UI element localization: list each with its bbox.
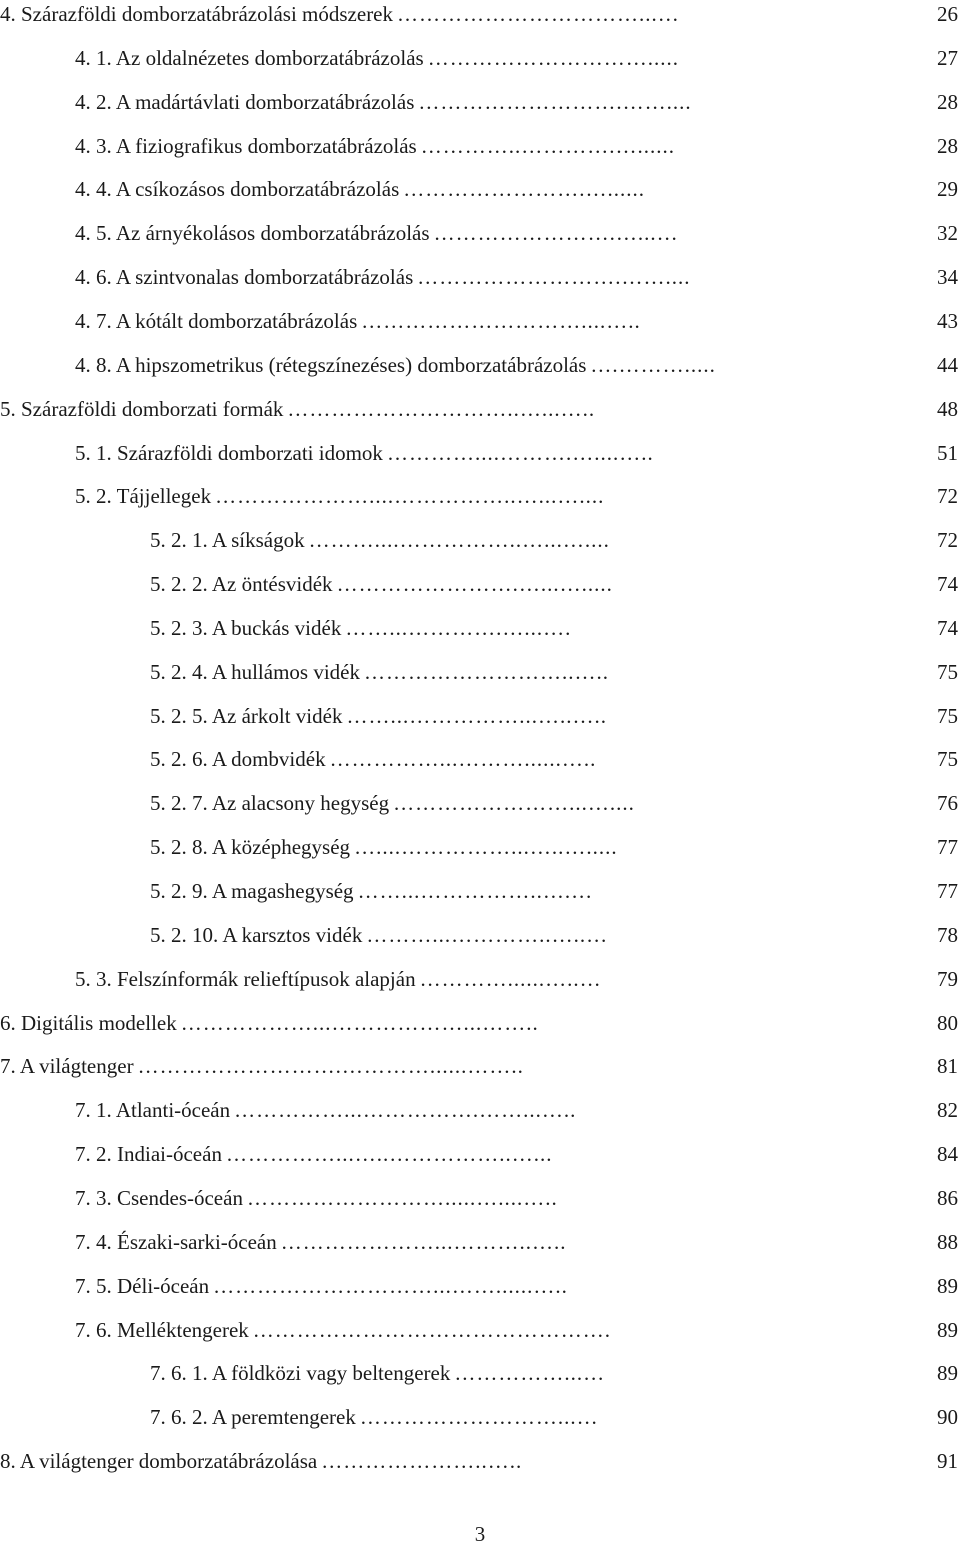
toc-entry-page: 88	[937, 1229, 958, 1254]
toc-dot-leader: …………....……….…....…..	[386, 440, 654, 465]
toc-entry-title: 4. Szárazföldi domborzatábrázolási módszerek	[0, 2, 394, 26]
toc-entry-page: 75	[937, 659, 958, 684]
toc-entry[interactable]	[75, 131, 958, 161]
toc-entry-title: 7. 5. Déli-óceán	[75, 1273, 210, 1298]
toc-entry-title: 7. 1. Atlanti-óceán	[75, 1098, 231, 1123]
toc-entry-title: 5. 2. Tájjellegek	[75, 484, 212, 509]
toc-entry-page: 48	[937, 396, 958, 421]
toc-entry-page: 74	[937, 615, 958, 640]
toc-dot-leader: ……………...…………….……...…..	[234, 1098, 577, 1123]
toc-entry-title: 5. 1. Szárazföldi domborzati idomok	[75, 440, 383, 465]
toc-entry[interactable]	[0, 394, 958, 424]
toc-entry[interactable]	[75, 1183, 958, 1213]
toc-entry-page: 91	[937, 1449, 958, 1474]
toc-dot-leader: ……………...………......…..	[329, 747, 597, 772]
toc-dot-leader: …………………….…...…	[433, 221, 679, 246]
toc-entry-title: 4. 7. A kótált domborzatábrázolás	[75, 308, 358, 333]
toc-dot-leader: …………………….…......	[403, 177, 645, 202]
toc-entry-page: 34	[937, 265, 958, 290]
toc-entry-title: 7. 4. Északi-sarki-óceán	[75, 1229, 277, 1254]
toc-entry[interactable]	[75, 174, 958, 204]
toc-entry[interactable]	[150, 832, 958, 862]
toc-entry[interactable]	[75, 262, 958, 292]
toc-entry-page: 84	[937, 1142, 958, 1167]
toc-entry-page: 29	[937, 177, 958, 202]
toc-dot-leader: ………………...………………...……..	[180, 1010, 539, 1035]
page-number: 3	[474, 1522, 486, 1546]
toc-dot-leader: …....……………...…..….....	[354, 835, 618, 860]
toc-entry[interactable]	[150, 525, 958, 555]
toc-entry-title: 4. 5. Az árnyékolásos domborzatábrázolás	[75, 221, 430, 246]
toc-dot-leader: …………………….…...….....	[336, 572, 613, 597]
toc-dot-leader: ……………………………...…	[397, 2, 680, 26]
toc-entry[interactable]	[75, 218, 958, 248]
toc-entry-title: 8. A világtenger domborzatábrázolása	[0, 1449, 318, 1474]
toc-entry-title: 6. Digitális modellek	[0, 1010, 177, 1035]
toc-entry-page: 89	[937, 1361, 958, 1386]
toc-entry-page: 26	[937, 2, 958, 26]
toc-entry[interactable]	[75, 1315, 958, 1345]
toc-entry[interactable]	[75, 43, 958, 73]
toc-entry-page: 81	[937, 1054, 958, 1079]
toc-entry[interactable]	[0, 0, 958, 29]
toc-entry-title: 7. 6. 2. A peremtengerek	[150, 1405, 356, 1430]
toc-entry[interactable]	[75, 87, 958, 117]
toc-entry-title: 4. 2. A madártávlati domborzatábrázolás	[75, 89, 415, 114]
toc-dot-leader: ……………………….……....	[417, 265, 691, 290]
toc-entry-title: 7. 2. Indiai-óceán	[75, 1142, 222, 1167]
toc-entry-page: 51	[937, 440, 958, 465]
toc-entry[interactable]	[150, 1402, 958, 1432]
toc-entry-title: 7. 6. Melléktengerek	[75, 1317, 249, 1342]
toc-entry-title: 5. 2. 5. Az árkolt vidék	[150, 703, 343, 728]
toc-entry[interactable]	[150, 701, 958, 731]
toc-entry-title: 5. Szárazföldi domborzati formák	[0, 396, 284, 421]
toc-entry[interactable]	[75, 964, 958, 994]
toc-dot-leader: ……...……………...…..…..	[346, 703, 607, 728]
toc-entry-page: 28	[937, 89, 958, 114]
toc-entry[interactable]	[75, 1095, 958, 1125]
toc-dot-leader: ……………………….……....	[418, 89, 692, 114]
toc-dot-leader: …………………………...……......…..	[213, 1273, 568, 1298]
toc-dot-leader: ………………………….....	[427, 45, 679, 70]
toc-entry-page: 77	[937, 835, 958, 860]
toc-dot-leader: ………....……………..…...…....	[308, 528, 610, 553]
toc-entry-page: 78	[937, 922, 958, 947]
toc-dot-leader: ……...………….…...….	[345, 615, 572, 640]
toc-entry-title: 5. 2. 1. A síkságok	[150, 528, 305, 553]
toc-dot-leader: ………………………..…..	[364, 659, 609, 684]
toc-dot-leader: …………………………..…...…..	[287, 396, 596, 421]
toc-entry-title: 5. 2. 10. A karsztos vidék	[150, 922, 363, 947]
toc-entry-page: 86	[937, 1185, 958, 1210]
toc-entry[interactable]	[150, 788, 958, 818]
toc-entry[interactable]	[150, 876, 958, 906]
toc-entry-page: 76	[937, 791, 958, 816]
toc-dot-leader: ……………...…..……………..…...	[225, 1142, 553, 1167]
toc-dot-leader: ………………………...…	[359, 1405, 599, 1430]
toc-entry-title: 5. 2. 7. Az alacsony hegység	[150, 791, 390, 816]
toc-entry-page: 79	[937, 966, 958, 991]
toc-entry[interactable]	[0, 1008, 958, 1038]
toc-dot-leader: …………………....……………..…...…....	[215, 484, 605, 509]
toc-entry-title: 5. 2. 6. A dombvidék	[150, 747, 326, 772]
toc-entry-page: 75	[937, 747, 958, 772]
toc-entry-title: 5. 2. 8. A középhegység	[150, 835, 351, 860]
toc-dot-leader: …………………………....…..	[361, 308, 641, 333]
toc-entry[interactable]	[0, 1446, 958, 1476]
toc-dot-leader: ……………………...…....	[393, 791, 635, 816]
toc-entry-page: 90	[937, 1405, 958, 1430]
toc-entry[interactable]	[150, 1358, 958, 1388]
toc-dot-leader: …………......…..…	[419, 966, 602, 991]
toc-entry-title: 4. 8. A hipszometrikus (rétegszínezéses) domborzatábrázolás	[75, 352, 587, 377]
toc-entry[interactable]	[75, 306, 958, 336]
toc-entry-page: 28	[937, 133, 958, 158]
toc-entry-title: 5. 2. 4. A hullámos vidék	[150, 659, 360, 684]
toc-entry[interactable]	[150, 613, 958, 643]
toc-entry[interactable]	[75, 350, 958, 380]
toc-entry-title: 4. 1. Az oldalnézetes domborzatábrázolás	[75, 45, 424, 70]
toc-dot-leader: …………………...………..…..	[280, 1229, 567, 1254]
toc-entry-title: 7. A világtenger	[0, 1054, 134, 1079]
toc-entry-page: 82	[937, 1098, 958, 1123]
toc-entry-page: 77	[937, 879, 958, 903]
toc-entry-title: 5. 3. Felszínformák relieftípusok alapján	[75, 966, 416, 991]
toc-entry-page: 89	[937, 1273, 958, 1298]
toc-entry[interactable]	[150, 657, 958, 687]
toc-entry-title: 7. 3. Csendes-óceán	[75, 1185, 243, 1210]
toc-dot-leader: …………..………….…......	[420, 133, 675, 158]
toc-entry[interactable]	[75, 481, 958, 511]
toc-entry-title: 4. 3. A fiziografikus domborzatábrázolás	[75, 133, 417, 158]
toc-entry-page: 80	[937, 1010, 958, 1035]
toc-entry[interactable]	[150, 920, 958, 950]
toc-entry-page: 27	[937, 45, 958, 70]
toc-dot-leader: ……………………….…………......……..	[137, 1054, 524, 1079]
toc-dot-leader: ………...…………..…..…	[366, 922, 609, 947]
toc-dot-leader: …………………..…..	[321, 1449, 523, 1474]
toc-entry[interactable]	[150, 569, 958, 599]
toc-entry-title: 4. 4. A csíkozásos domborzatábrázolás	[75, 177, 400, 202]
toc-entry-title: 5. 2. 3. A buckás vidék	[150, 615, 342, 640]
toc-dot-leader: ……...……………..….…	[357, 879, 594, 903]
toc-entry-page: 74	[937, 572, 958, 597]
toc-dot-leader: ………………………………………….	[252, 1317, 612, 1342]
toc-entry-title: 4. 6. A szintvonalas domborzatábrázolás	[75, 265, 414, 290]
toc-entry-page: 32	[937, 221, 958, 246]
toc-entry-title: 5. 2. 9. A magashegység	[150, 879, 354, 903]
toc-entry[interactable]	[0, 1051, 958, 1081]
toc-entry-page: 72	[937, 528, 958, 553]
toc-entry[interactable]	[75, 1271, 958, 1301]
toc-entry-page: 89	[937, 1317, 958, 1342]
toc-entry-page: 72	[937, 484, 958, 509]
toc-entry-page: 43	[937, 308, 958, 333]
toc-entry-title: 5. 2. 2. Az öntésvidék	[150, 572, 333, 597]
toc-entry[interactable]	[75, 438, 958, 468]
toc-entry-page: 75	[937, 703, 958, 728]
toc-entry-page: 44	[937, 352, 958, 377]
toc-dot-leader: ….……….....	[590, 352, 716, 377]
toc-entry-title: 7. 6. 1. A földközi vagy beltengerek	[150, 1361, 451, 1386]
toc-entry[interactable]	[75, 1227, 958, 1257]
toc-dot-leader: ……………………….....…....…..	[246, 1185, 558, 1210]
toc-entry[interactable]	[150, 744, 958, 774]
toc-dot-leader: ……………...…	[454, 1361, 606, 1386]
toc-entry[interactable]	[75, 1139, 958, 1169]
